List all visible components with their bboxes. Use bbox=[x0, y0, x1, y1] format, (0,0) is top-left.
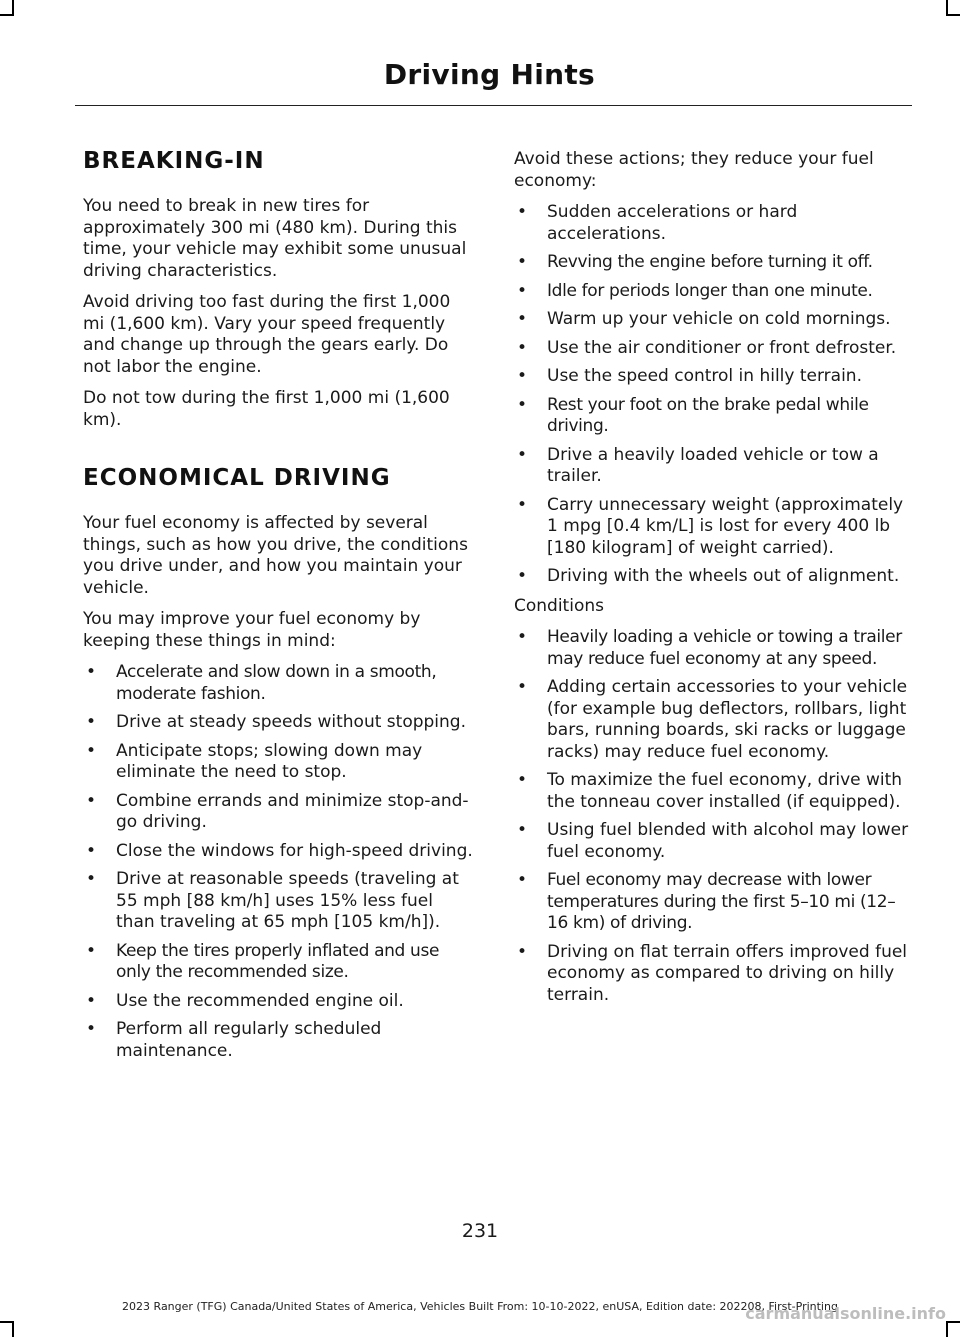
bullet-icon: • bbox=[517, 627, 528, 647]
conditions-label: Conditions bbox=[514, 595, 604, 616]
list-item bbox=[514, 281, 910, 303]
list-item-text: Heavily loading a vehicle or towing a trailer may reduce fuel economy at any speed. bbox=[547, 627, 902, 669]
crop-mark-bottom-left-vertical bbox=[12, 1321, 14, 1337]
footer-edition-info: 2023 Ranger (TFG) Canada/United States of America, Vehicles Built From: 10-10-2022, enUSA, Edition date: 202208, First-Printing bbox=[122, 1300, 838, 1313]
list-item bbox=[514, 338, 910, 360]
list-item-text: To maximize the fuel economy, drive with the tonneau cover installed (if equipped). bbox=[547, 770, 903, 812]
list-item bbox=[514, 870, 910, 935]
section-heading-breaking-in: BREAKING-IN bbox=[83, 148, 265, 174]
crop-mark-top-left-horizontal bbox=[0, 14, 14, 16]
list-item bbox=[514, 770, 910, 813]
list-item bbox=[514, 309, 910, 331]
list-item bbox=[514, 820, 910, 863]
list-item-text: Idle for periods longer than one minute. bbox=[547, 280, 873, 301]
list-item-text: Anticipate stops; slowing down may eliminate the need to stop. bbox=[116, 740, 423, 782]
bullet-icon: • bbox=[517, 202, 528, 222]
conditions-list bbox=[514, 627, 910, 1006]
list-item bbox=[83, 869, 475, 934]
bullet-icon: • bbox=[86, 840, 97, 861]
list-item-text: Revving the engine before turning it off. bbox=[547, 252, 873, 272]
bullet-icon: • bbox=[517, 820, 528, 840]
list-item-text: Drive a heavily loaded vehicle or tow a trailer. bbox=[547, 444, 879, 486]
fuel-tips-list bbox=[83, 662, 475, 1062]
crop-mark-bottom-right-vertical bbox=[946, 1321, 948, 1337]
page-header-title: Driving Hints bbox=[383, 58, 595, 91]
paragraph: Your fuel economy is affected by several things, such as how you drive, the conditions you drive under, and how you maintain your vehicle. bbox=[83, 513, 468, 598]
list-item-text: Warm up your vehicle on cold mornings. bbox=[547, 309, 891, 329]
bullet-icon: • bbox=[86, 740, 97, 761]
crop-mark-top-right-horizontal bbox=[946, 14, 960, 16]
crop-mark-bottom-left-horizontal bbox=[0, 1321, 14, 1323]
paragraph: Avoid driving too fast during the first 1,000 mi (1,600 km). Vary your speed frequently and change up through the gears early. Do not labor the engine. bbox=[83, 292, 451, 377]
bullet-icon: • bbox=[517, 252, 528, 272]
bullet-icon: • bbox=[517, 366, 528, 386]
bullet-icon: • bbox=[86, 790, 97, 811]
list-item bbox=[514, 677, 910, 763]
paragraph: You need to break in new tires for approximately 300 mi (480 km). During this time, your vehicle may exhibit some unusual driving characteristics. bbox=[83, 196, 467, 281]
list-item bbox=[83, 991, 475, 1013]
bullet-icon: • bbox=[517, 280, 528, 301]
list-item bbox=[514, 252, 910, 274]
list-item-text: Accelerate and slow down in a smooth, moderate fashion. bbox=[116, 662, 437, 704]
list-item bbox=[83, 741, 475, 784]
list-item-text: Fuel economy may decrease with lower temperatures during the first 5–10 mi (12–16 km) of driving. bbox=[547, 870, 896, 933]
list-item-text: Perform all regularly scheduled maintenance. bbox=[116, 1019, 382, 1061]
bullet-icon: • bbox=[517, 870, 528, 890]
bullet-icon: • bbox=[517, 941, 528, 962]
list-item-text: Close the windows for high-speed driving. bbox=[116, 840, 473, 861]
list-item bbox=[83, 1019, 475, 1062]
list-item bbox=[83, 791, 475, 834]
list-item bbox=[83, 941, 475, 984]
list-item-text: Carry unnecessary weight (approximately 1 mpg [0.4 km/L] is lost for every 400 lb [180 kilogram] of weight carried). bbox=[547, 494, 904, 558]
list-item-text: Drive at reasonable speeds (traveling at 55 mph [88 km/h] uses 15% less fuel than traveling at 65 mph [105 km/h]). bbox=[116, 869, 459, 932]
list-item bbox=[83, 662, 475, 705]
bullet-icon: • bbox=[517, 337, 528, 358]
list-item bbox=[514, 627, 910, 670]
crop-mark-bottom-right-horizontal bbox=[946, 1321, 960, 1323]
paragraph: You may improve your fuel economy by keeping these things in mind: bbox=[83, 609, 421, 651]
list-item-text: Driving on flat terrain offers improved fuel economy as compared to driving on hilly terrain. bbox=[547, 941, 908, 1005]
list-item-text: Use the recommended engine oil. bbox=[116, 990, 404, 1011]
bullet-icon: • bbox=[517, 309, 528, 329]
left-column bbox=[83, 128, 475, 1070]
list-item bbox=[514, 566, 910, 588]
bullet-icon: • bbox=[517, 566, 528, 586]
paragraph: Avoid these actions; they reduce your fuel economy: bbox=[514, 149, 874, 191]
list-item bbox=[514, 942, 910, 1007]
list-item-text: Rest your foot on the brake pedal while driving. bbox=[547, 394, 869, 436]
section-heading-economical-driving: ECONOMICAL DRIVING bbox=[83, 465, 391, 491]
bullet-icon: • bbox=[517, 444, 528, 465]
bullet-icon: • bbox=[86, 712, 97, 732]
bullet-icon: • bbox=[517, 677, 528, 697]
bullet-icon: • bbox=[86, 869, 97, 889]
list-item-text: Use the speed control in hilly terrain. bbox=[547, 366, 862, 386]
bullet-icon: • bbox=[86, 990, 97, 1011]
paragraph: Do not tow during the first 1,000 mi (1,600 km). bbox=[83, 388, 450, 430]
watermark-logo: carmanualsonline.info bbox=[745, 1304, 946, 1323]
list-item bbox=[514, 395, 910, 438]
list-item-text: Combine errands and minimize stop-and-go driving. bbox=[116, 790, 469, 832]
list-item bbox=[514, 202, 910, 245]
list-item-text: Drive at steady speeds without stopping. bbox=[116, 712, 466, 732]
list-item bbox=[83, 841, 475, 863]
bullet-icon: • bbox=[517, 494, 528, 515]
list-item-text: Keep the tires properly inflated and use only the recommended size. bbox=[116, 940, 440, 982]
header-rule bbox=[75, 105, 912, 106]
right-column bbox=[514, 149, 910, 1014]
list-item-text: Adding certain accessories to your vehicle (for example bug deflectors, rollbars, light bars, running boards, ski racks or luggage racks) may reduce fuel economy. bbox=[547, 677, 908, 762]
bullet-icon: • bbox=[517, 394, 528, 415]
list-item bbox=[514, 445, 910, 488]
bullet-icon: • bbox=[86, 1019, 97, 1039]
bullet-icon: • bbox=[517, 770, 528, 790]
list-item-text: Using fuel blended with alcohol may lower fuel economy. bbox=[547, 820, 909, 862]
list-item-text: Use the air conditioner or front defroster. bbox=[547, 337, 897, 358]
page-number: 231 bbox=[461, 1220, 499, 1242]
list-item-text: Sudden accelerations or hard accelerations. bbox=[547, 202, 798, 244]
list-item bbox=[514, 366, 910, 388]
list-item bbox=[514, 495, 910, 560]
bullet-icon: • bbox=[86, 940, 97, 961]
avoid-actions-list bbox=[514, 202, 910, 588]
list-item bbox=[83, 712, 475, 734]
list-item-text: Driving with the wheels out of alignment. bbox=[547, 566, 900, 586]
bullet-icon: • bbox=[86, 662, 97, 682]
